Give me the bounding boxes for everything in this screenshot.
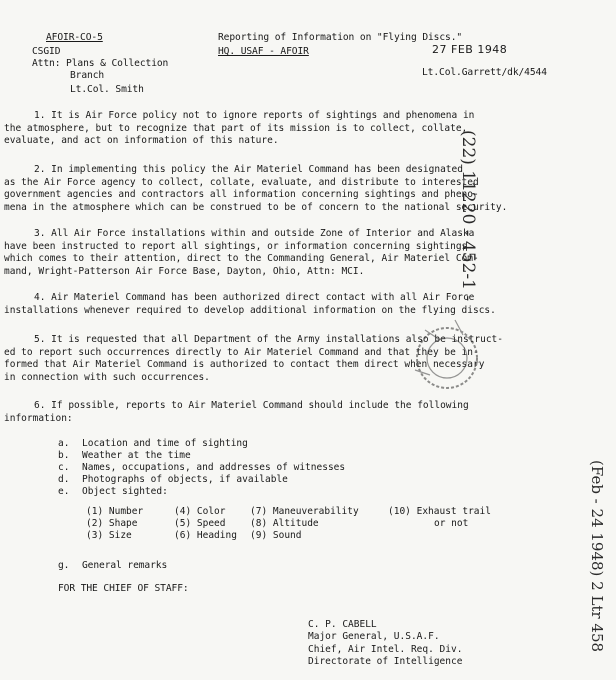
list-item (58, 474, 345, 486)
paragraph-line: information: (4, 412, 73, 424)
list-item (58, 462, 345, 474)
attention-officer: Lt.Col. Smith (70, 84, 144, 95)
paragraph-line: mand, Wright-Patterson Air Force Base, Dayton, Ohio, Attn: MCI. (4, 265, 365, 277)
reference-line: Lt.Col.Garrett/dk/4544 (422, 67, 547, 78)
list-item-text: Location and time of sighting (82, 438, 248, 449)
object-sighted-item: (10) Exhaust trail (388, 506, 491, 517)
object-sighted-item: (5) Speed (174, 518, 226, 529)
paragraph-6 (4, 400, 588, 425)
list-item-label: d. (58, 473, 70, 485)
object-sighted-item: (1) Number (86, 506, 144, 517)
signer-title: Chief, Air Intel. Req. Div. (308, 643, 463, 655)
object-sighted-col-3 (250, 506, 359, 542)
remarks-item (58, 560, 167, 572)
received-stamp (385, 300, 505, 400)
date-stamp: 27 FEB 1948 (432, 43, 508, 56)
object-sighted-col-1 (86, 506, 143, 542)
list-item-text: Weather at the time (82, 449, 191, 461)
list-item-text: Object sighted: (82, 485, 168, 497)
list-item-label: c. (58, 461, 70, 473)
object-sighted-item: (8) Altitude (250, 518, 319, 529)
list-item-label: a. (58, 438, 70, 449)
paragraph-line: 2. In implementing this policy the Air Materiel Command has been designated (34, 164, 463, 175)
paragraph-2 (4, 164, 588, 214)
paragraph-line: installations whenever required to develop additional information on the flying discs. (4, 304, 496, 316)
paragraph-line: formed that Air Materiel Command is authorized to contact them direct when necessary (4, 359, 485, 371)
list-item (58, 450, 345, 462)
object-sighted-item: (9) Sound (250, 530, 302, 541)
list-item (58, 438, 345, 450)
list-item-label: e. (58, 485, 70, 497)
paragraph-line: in connection with such occurrences. (4, 371, 210, 383)
object-sighted-item: (6) Heading (174, 530, 237, 541)
paragraph-1 (4, 110, 588, 148)
paragraph-line: ed to report such occurrences directly to Air Materiel Command and that they be in- (4, 346, 479, 358)
paragraph-line: 6. If possible, reports to Air Materiel Command should include the following (34, 400, 469, 411)
paragraph-line: which comes to their attention, direct to the Commanding General, Air Materiel Com- (4, 253, 479, 265)
paragraph-line: 4. Air Materiel Command has been authorized direct contact with all Air Force (34, 292, 475, 303)
remarks-text: General remarks (82, 560, 168, 571)
information-list (58, 438, 345, 498)
paragraph-3 (4, 228, 588, 278)
signer-name: C. P. CABELL (308, 619, 377, 630)
paragraph-line: evaluate, and act on information of this nature. (4, 135, 279, 147)
remarks-label: g. (58, 560, 70, 571)
paragraph-line: mena in the atmosphere which can be construed to be of concern to the national security. (4, 201, 508, 213)
object-sighted-item: (7) Maneuverability (250, 506, 359, 517)
memo-subject: Reporting of Information on "Flying Discs." (218, 32, 463, 43)
list-item-label: b. (58, 449, 70, 461)
object-sighted-col-4 (388, 506, 491, 530)
attention-branch: Branch (70, 70, 105, 81)
handwritten-note-top: (22) 11220 - 452-1 - (458, 130, 478, 302)
object-sighted-item: (3) Size (86, 530, 132, 541)
object-sighted-item: or not (434, 518, 469, 529)
office-symbol: AFOIR-CO-5 (46, 32, 103, 43)
list-item (58, 486, 345, 498)
signer-directorate: Directorate of Intelligence (308, 656, 463, 668)
object-sighted-col-2 (174, 506, 237, 542)
paragraph-line: 1. It is Air Force policy not to ignore reports of sightings and phenomena in (34, 110, 475, 121)
addressee: CSGID (32, 46, 61, 57)
closing-line: FOR THE CHIEF OF STAFF: (58, 583, 189, 594)
attention-line: Attn: Plans & Collection (32, 58, 169, 69)
handwritten-note-bottom: (Feb - 24 1948) 2 Ltr 458 (588, 460, 606, 653)
paragraph-line: have been instructed to report all sightings, or information concerning sightings (4, 240, 468, 252)
paragraph-line: government agencies and contractors all information concerning sightings and pheno- (4, 189, 479, 201)
signer-rank: Major General, U.S.A.F. (308, 631, 440, 643)
object-sighted-item: (4) Color (174, 506, 226, 517)
paragraph-line: the atmosphere, but to recognize that part of its mission is to collect, collate, (4, 122, 468, 134)
paragraph-line: 3. All Air Force installations within and outside Zone of Interior and Alaska (34, 228, 475, 239)
object-sighted-item: (2) Shape (86, 518, 138, 529)
paragraph-line: as the Air Force agency to collect, collate, evaluate, and distribute to interested (4, 176, 479, 188)
list-item-text: Names, occupations, and addresses of witnesses (82, 461, 346, 473)
signature-block (308, 619, 462, 669)
paragraph-line: 5. It is requested that all Department of the Army installations also be instruct- (34, 334, 503, 345)
memo-origin: HQ. USAF - AFOIR (218, 46, 309, 57)
list-item-text: Photographs of objects, if available (82, 473, 288, 485)
